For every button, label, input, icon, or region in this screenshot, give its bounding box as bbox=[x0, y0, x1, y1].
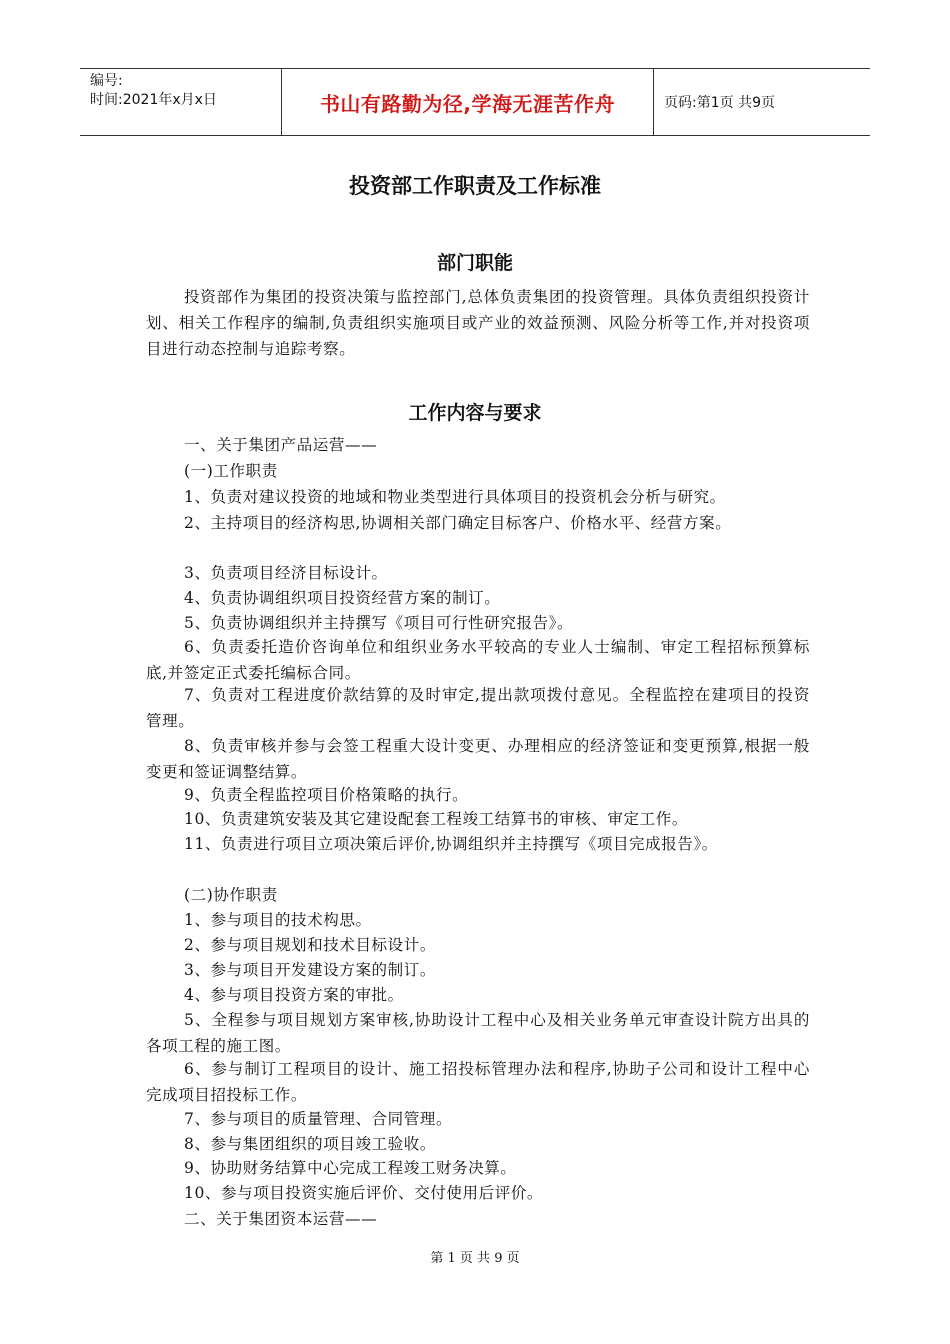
coop-item: 7、参与项目的质量管理、合同管理。 bbox=[184, 1110, 453, 1128]
section-heading-content: 工作内容与要求 bbox=[408, 402, 542, 424]
header-page-info: 页码:第1页 共9页 bbox=[664, 95, 775, 111]
duty-item: 1、负责对建议投资的地域和物业类型进行具体项目的投资机会分析与研究。 bbox=[184, 488, 726, 506]
time-label: 时间:2021年x月x日 bbox=[90, 92, 217, 108]
duty-item: 9、负责全程监控项目价格策略的执行。 bbox=[184, 786, 469, 804]
duty-item: 11、负责进行项目立项决策后评价,协调组织并主持撰写《项目完成报告》。 bbox=[184, 835, 718, 853]
header-motto: 书山有路勤为径,学海无涯苦作舟 bbox=[282, 69, 654, 135]
duty-item: 4、负责协调组织项目投资经营方案的制订。 bbox=[184, 589, 501, 607]
document-header bbox=[80, 68, 870, 136]
duty-item: 10、负责建筑安装及其它建设配套工程竣工结算书的审核、审定工作。 bbox=[184, 810, 688, 828]
header-meta bbox=[80, 69, 282, 135]
page-footer: 第 1 页 共 9 页 bbox=[430, 1251, 520, 1266]
coop-item: 4、参与项目投资方案的审批。 bbox=[184, 986, 404, 1004]
sub2-title: (二)协作职责 bbox=[184, 886, 278, 904]
part2-title: 二、关于集团资本运营—— bbox=[184, 1210, 378, 1228]
document-title: 投资部工作职责及工作标准 bbox=[349, 174, 601, 198]
coop-item: 8、参与集团组织的项目竣工验收。 bbox=[184, 1135, 436, 1153]
section-heading-functions: 部门职能 bbox=[436, 252, 513, 274]
duty-item: 6、负责委托造价咨询单位和组织业务水平较高的专业人士编制、审定工程招标预算标底,并签定正式委托编标合同。 bbox=[146, 638, 810, 682]
duty-item: 3、负责项目经济目标设计。 bbox=[184, 564, 388, 582]
coop-item: 6、参与制订工程项目的设计、施工招投标管理办法和程序,协助子公司和设计工程中心完成项目招投标工作。 bbox=[146, 1060, 810, 1104]
coop-item: 1、参与项目的技术构思。 bbox=[184, 911, 372, 929]
coop-item: 3、参与项目开发建设方案的制订。 bbox=[184, 961, 436, 979]
duty-item: 5、负责协调组织并主持撰写《项目可行性研究报告》。 bbox=[184, 614, 574, 632]
coop-item: 5、全程参与项目规划方案审核,协助设计工程中心及相关业务单元审查设计院方出具的各项工程的施工图。 bbox=[146, 1011, 810, 1055]
duty-item: 7、负责对工程进度价款结算的及时审定,提出款项拨付意见。全程监控在建项目的投资管理。 bbox=[146, 686, 810, 730]
functions-paragraph: 投资部作为集团的投资决策与监控部门,总体负责集团的投资管理。具体负责组织投资计划、相关工作程序的编制,负责组织实施项目或产业的效益预测、风险分析等工作,并对投资项目进行动态控制与追踪考察。 bbox=[146, 288, 810, 358]
coop-item: 10、参与项目投资实施后评价、交付使用后评价。 bbox=[184, 1184, 544, 1202]
sub1-title: (一)工作职责 bbox=[184, 462, 278, 480]
duty-item: 2、主持项目的经济构思,协调相关部门确定目标客户、价格水平、经营方案。 bbox=[184, 514, 732, 532]
number-label: 编号: bbox=[90, 73, 123, 89]
part1-title: 一、关于集团产品运营—— bbox=[184, 436, 378, 454]
coop-item: 9、协助财务结算中心完成工程竣工财务决算。 bbox=[184, 1159, 517, 1177]
coop-item: 2、参与项目规划和技术目标设计。 bbox=[184, 936, 436, 954]
duty-item: 8、负责审核并参与会签工程重大设计变更、办理相应的经济签证和变更预算,根据一般变更和签证调整结算。 bbox=[146, 737, 810, 781]
